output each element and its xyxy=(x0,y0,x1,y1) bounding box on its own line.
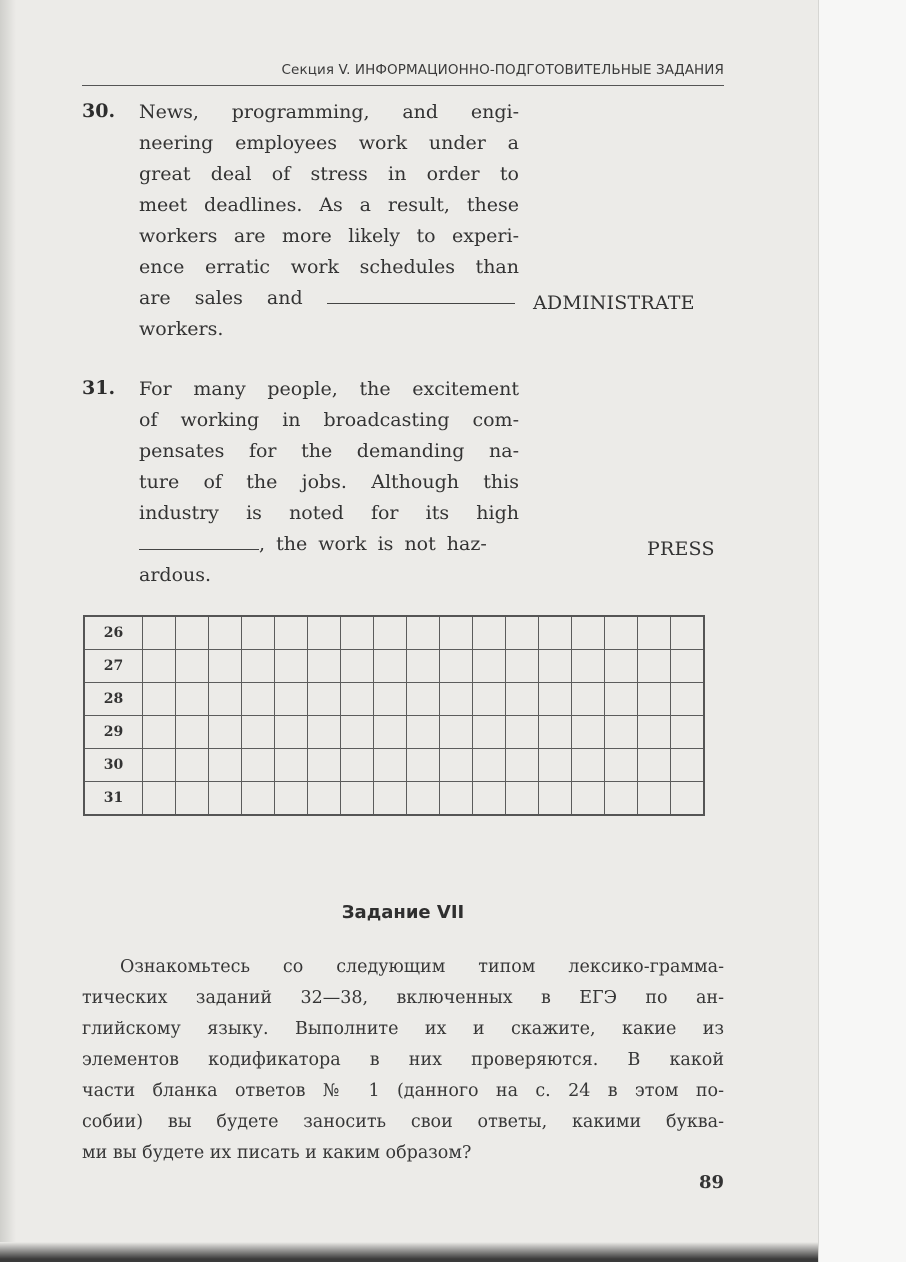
question-line: ardous. xyxy=(139,564,212,586)
answer-cell xyxy=(506,749,539,782)
answer-cell xyxy=(473,716,506,749)
answer-cell xyxy=(572,782,605,816)
answer-blank xyxy=(139,535,259,550)
answer-cell xyxy=(242,650,275,683)
question-line: meet deadlines. As a result, these xyxy=(139,194,519,216)
answer-cell xyxy=(671,749,705,782)
answer-cell xyxy=(671,716,705,749)
question-number: 30. xyxy=(82,100,116,122)
answer-grid-row xyxy=(84,650,704,683)
answer-cell xyxy=(539,616,572,650)
answer-cell xyxy=(143,782,176,816)
answer-cell xyxy=(572,716,605,749)
question-line: , the work is not haz- xyxy=(259,533,487,555)
answer-cell xyxy=(605,782,638,816)
answer-cell xyxy=(407,782,440,816)
answer-cell xyxy=(275,616,308,650)
answer-cell xyxy=(440,749,473,782)
answer-cell xyxy=(242,782,275,816)
answer-cell xyxy=(572,616,605,650)
answer-cell xyxy=(374,683,407,716)
answer-cell xyxy=(440,716,473,749)
answer-cell xyxy=(473,749,506,782)
task-line: Ознакомьтесь со следующим типом лексико-грамма- xyxy=(120,957,724,977)
answer-cell xyxy=(473,782,506,816)
answer-cell xyxy=(440,616,473,650)
answer-cell xyxy=(506,650,539,683)
answer-cell xyxy=(671,782,705,816)
answer-cell xyxy=(275,650,308,683)
task-line: элементов кодификатора в них проверяются. В какой xyxy=(82,1050,724,1070)
answer-cell xyxy=(341,716,374,749)
answer-cell xyxy=(209,683,242,716)
question-line: workers. xyxy=(139,318,224,340)
question-line: ture of the jobs. Although this xyxy=(139,471,519,493)
stem-word: ADMINISTRATE xyxy=(533,292,695,314)
answer-cell xyxy=(374,749,407,782)
task-line: ми вы будете их писать и каким образом? xyxy=(82,1143,472,1163)
answer-cell xyxy=(638,683,671,716)
answer-cell xyxy=(671,683,705,716)
answer-cell xyxy=(506,616,539,650)
question-line: industry is noted for its high xyxy=(139,502,519,524)
answer-cell xyxy=(176,683,209,716)
answer-grid-row xyxy=(84,683,704,716)
answer-cell xyxy=(671,650,705,683)
answer-cell xyxy=(275,782,308,816)
answer-cell xyxy=(440,782,473,816)
answer-cell xyxy=(605,683,638,716)
answer-cell xyxy=(341,782,374,816)
answer-row-label: 31 xyxy=(84,782,143,816)
answer-cell xyxy=(308,683,341,716)
answer-cell xyxy=(407,716,440,749)
answer-cell xyxy=(539,650,572,683)
answer-cell xyxy=(242,716,275,749)
answer-cell xyxy=(407,650,440,683)
answer-blank xyxy=(327,289,515,304)
question-text xyxy=(139,97,519,345)
answer-cell xyxy=(572,650,605,683)
answer-cell xyxy=(143,650,176,683)
answer-cell xyxy=(176,749,209,782)
question-line: great deal of stress in order to xyxy=(139,163,519,185)
answer-cell xyxy=(176,616,209,650)
question-line: workers are more likely to experi- xyxy=(139,225,519,247)
binding-shadow xyxy=(0,0,16,1262)
answer-cell xyxy=(605,650,638,683)
question-number: 31. xyxy=(82,377,116,399)
answer-cell xyxy=(572,749,605,782)
answer-cell xyxy=(341,749,374,782)
answer-cell xyxy=(209,782,242,816)
answer-cell xyxy=(407,749,440,782)
answer-cell xyxy=(671,616,705,650)
answer-row-label: 29 xyxy=(84,716,143,749)
answer-cell xyxy=(605,616,638,650)
answer-cell xyxy=(638,650,671,683)
answer-cell xyxy=(308,782,341,816)
question-line: For many people, the excitement xyxy=(139,378,519,400)
answer-cell xyxy=(638,716,671,749)
question-line: News, programming, and engi- xyxy=(139,101,519,123)
answer-cell xyxy=(275,683,308,716)
page-edge xyxy=(818,0,906,1262)
page-number: 89 xyxy=(698,1172,724,1193)
answer-row-label: 27 xyxy=(84,650,143,683)
answer-cell xyxy=(539,683,572,716)
answer-cell xyxy=(242,683,275,716)
answer-cell xyxy=(638,749,671,782)
answer-cell xyxy=(209,616,242,650)
task-line: глийскому языку. Выполните их и скажите, какие из xyxy=(82,1019,724,1039)
answer-cell xyxy=(143,749,176,782)
answer-cell xyxy=(209,650,242,683)
answer-cell xyxy=(407,616,440,650)
answer-cell xyxy=(143,716,176,749)
answer-row-label: 28 xyxy=(84,683,143,716)
answer-cell xyxy=(440,650,473,683)
answer-grid-row xyxy=(84,716,704,749)
answer-cell xyxy=(638,616,671,650)
answer-cell xyxy=(209,749,242,782)
bottom-shadow xyxy=(0,1242,818,1262)
answer-cell xyxy=(374,782,407,816)
answer-cell xyxy=(506,716,539,749)
answer-cell xyxy=(539,749,572,782)
answer-cell xyxy=(638,782,671,816)
answer-cell xyxy=(539,782,572,816)
answer-cell xyxy=(275,749,308,782)
answer-row-label: 30 xyxy=(84,749,143,782)
answer-cell xyxy=(374,650,407,683)
header-rule xyxy=(82,85,724,86)
answer-cell xyxy=(143,683,176,716)
answer-cell xyxy=(539,716,572,749)
task-line: собии) вы будете заносить свои ответы, какими буква- xyxy=(82,1112,724,1132)
question-line-with-blank xyxy=(139,283,519,314)
answer-cell xyxy=(506,782,539,816)
answer-cell xyxy=(605,749,638,782)
question-text xyxy=(139,374,519,591)
answer-cell xyxy=(242,749,275,782)
question-line: pensates for the demanding na- xyxy=(139,440,519,462)
answer-grid-row xyxy=(84,749,704,782)
answer-cell xyxy=(308,616,341,650)
answer-cell xyxy=(605,716,638,749)
answer-cell xyxy=(275,716,308,749)
answer-cell xyxy=(308,749,341,782)
answer-cell xyxy=(176,782,209,816)
answer-cell xyxy=(440,683,473,716)
stem-word: PRESS xyxy=(647,538,715,560)
question-line: neering employees work under a xyxy=(139,132,519,154)
answer-cell xyxy=(143,616,176,650)
answer-cell xyxy=(209,716,242,749)
answer-cell xyxy=(341,616,374,650)
task-line: тических заданий 32—38, включенных в ЕГЭ по ан- xyxy=(82,988,724,1008)
answer-cell xyxy=(407,683,440,716)
answer-cell xyxy=(473,650,506,683)
answer-cell xyxy=(374,616,407,650)
answer-cell xyxy=(176,650,209,683)
answer-cell xyxy=(176,716,209,749)
answer-cell xyxy=(473,683,506,716)
answer-cell xyxy=(374,716,407,749)
answer-grid-row xyxy=(84,782,704,816)
answer-cell xyxy=(572,683,605,716)
answer-grid xyxy=(83,615,705,816)
answer-grid-row xyxy=(84,616,704,650)
answer-row-label: 26 xyxy=(84,616,143,650)
question-line: are sales and xyxy=(139,287,303,309)
answer-cell xyxy=(341,683,374,716)
answer-cell xyxy=(308,716,341,749)
answer-cell xyxy=(242,616,275,650)
question-line: ence erratic work schedules than xyxy=(139,256,519,278)
answer-cell xyxy=(341,650,374,683)
question-line-with-blank xyxy=(139,529,519,560)
running-head: Секция V. ИНФОРМАЦИОННО-ПОДГОТОВИТЕЛЬНЫЕ ЗАДАНИЯ xyxy=(281,62,724,78)
answer-cell xyxy=(473,616,506,650)
answer-cell xyxy=(506,683,539,716)
answer-cell xyxy=(308,650,341,683)
task-line: части бланка ответов № 1 (данного на с. 24 в этом по- xyxy=(82,1081,724,1101)
task-body xyxy=(82,952,724,1169)
task-title: Задание VII xyxy=(341,902,465,923)
answer-grid-body xyxy=(84,616,704,815)
question-line: of working in broadcasting com- xyxy=(139,409,519,431)
